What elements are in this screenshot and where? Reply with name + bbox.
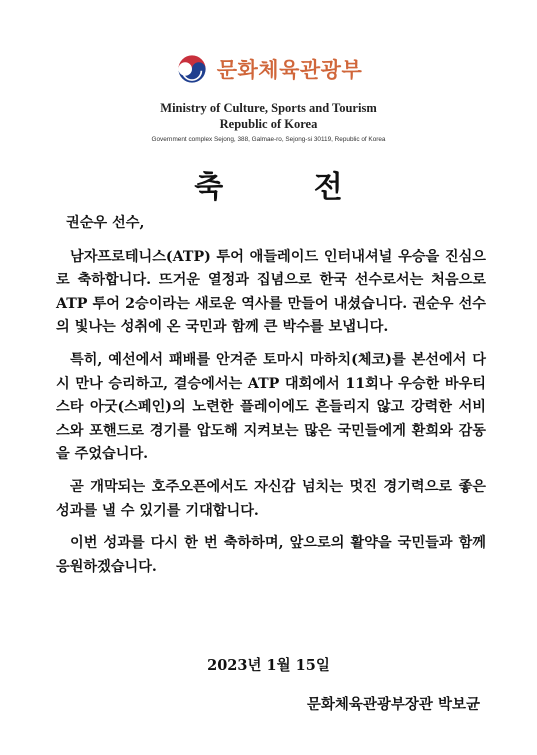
paragraph: 특히, 예선에서 패배를 안겨준 토마시 마하치(체코)를 본선에서 다시 만나 승리하고, 결승에서는 ATP 대회에서 11회나 우승한 바우티스타 아굿(스페인)의 노련한 플레이에도 흔들리지 않고 강력한 서비스와 포핸드로 경기를 압도해 지켜보는 많은 국민들에게 환희와 감동을 주었습니다. [56, 351, 486, 463]
paragraph: 이번 성과를 다시 한 번 축하하며, 앞으로의 활약을 국민들과 함께 응원하겠습니다. [56, 535, 486, 575]
ministry-english-line1: Ministry of Culture, Sports and Tourism [160, 101, 377, 115]
document-title: 축 전 [194, 170, 383, 205]
letter-body [56, 212, 486, 588]
ministry-address: Government complex Sejong, 388, Galmae-ro, Sejong-si 30119, Republic of Korea [151, 136, 386, 143]
signature: 문화체육관광부장관 박보균 [306, 696, 480, 713]
paragraph: 곧 개막되는 호주오픈에서도 자신감 넘치는 멋진 경기력으로 좋은 성과를 낼 수 있기를 기대합니다. [56, 478, 486, 519]
document-date: 2023년 1월 15일 [207, 657, 330, 674]
taegeuk-emblem-icon [175, 52, 209, 86]
paragraph: 남자프로테니스(ATP) 투어 애들레이드 인터내셔널 우승을 진심으로 축하합니다. 뜨거운 열정과 집념으로 한국 선수로서는 처음으로 ATP 투어 2승이라는 새로운 역사를 만들어 내셨습니다. 권순우 선수의 빛나는 성취에 온 국민과 함께 큰 박수를 보냅니다. [56, 248, 486, 336]
ministry-logo [0, 48, 537, 90]
ministry-english-name [0, 100, 537, 132]
ministry-korean-name: 문화체육관광부 [216, 58, 363, 82]
ministry-english-line2: Republic of Korea [219, 117, 318, 131]
letterhead [0, 48, 537, 143]
salutation: 권순우 선수, [66, 215, 145, 231]
